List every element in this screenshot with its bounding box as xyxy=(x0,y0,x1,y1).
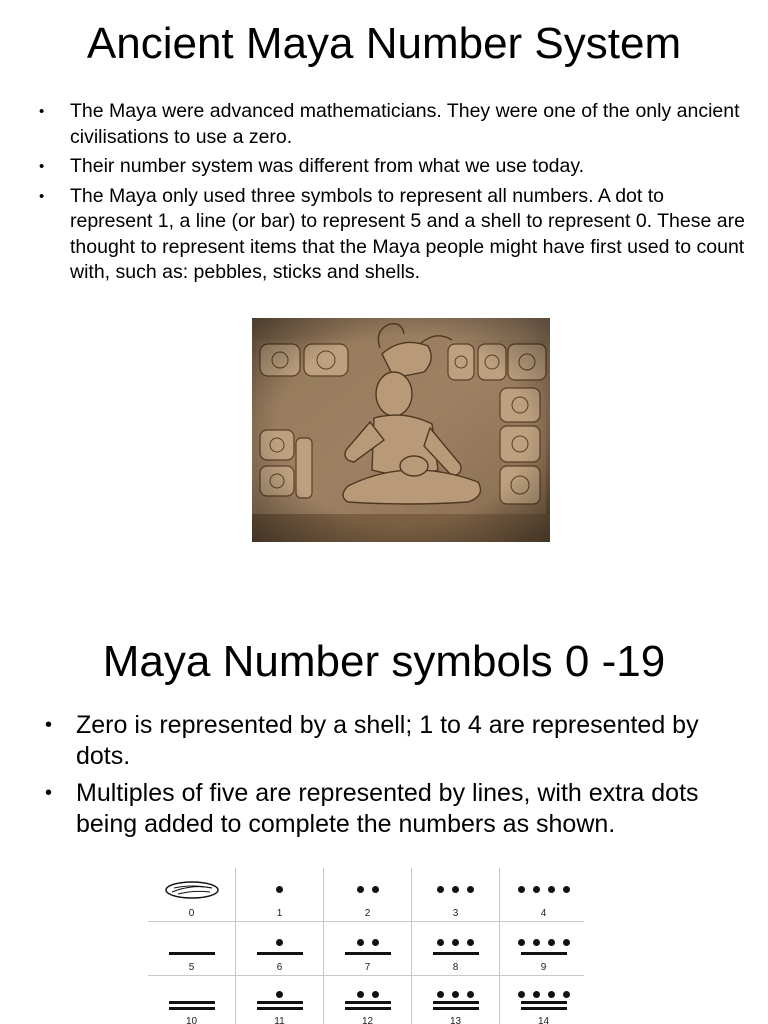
maya-relief-illustration xyxy=(252,318,550,542)
dot-symbol xyxy=(548,991,555,998)
intro-bullet-list xyxy=(39,99,750,290)
dot-symbol xyxy=(437,886,444,893)
numeral-cell xyxy=(412,922,500,976)
maya-numeral-glyph xyxy=(324,868,411,904)
numeral-value-label: 10 xyxy=(185,1016,198,1024)
numeral-value-label: 6 xyxy=(276,962,283,973)
bar-symbol xyxy=(345,1001,391,1004)
maya-numeral-table xyxy=(148,868,584,1024)
numeral-cell xyxy=(236,868,324,922)
dot-symbol xyxy=(372,991,379,998)
dot-symbol xyxy=(467,939,474,946)
maya-numeral-grid xyxy=(148,868,584,1024)
bullet-text: Zero is represented by a shell; 1 to 4 are represented by dots. xyxy=(76,711,699,770)
dot-group xyxy=(236,939,323,946)
bullet-item xyxy=(39,154,750,180)
dot-symbol xyxy=(276,886,283,893)
numeral-value-label: 0 xyxy=(188,908,195,919)
dot-symbol xyxy=(533,991,540,998)
maya-numeral-glyph xyxy=(148,868,235,904)
dot-group xyxy=(500,886,584,893)
bar-symbol xyxy=(521,952,567,955)
dot-symbol xyxy=(533,939,540,946)
numeral-row xyxy=(148,976,584,1024)
numeral-value-label: 4 xyxy=(540,908,547,919)
numeral-cell xyxy=(324,868,412,922)
dot-symbol xyxy=(276,939,283,946)
numeral-cell xyxy=(148,868,236,922)
maya-numeral-glyph xyxy=(412,976,499,1012)
numeral-value-label: 12 xyxy=(361,1016,374,1024)
numeral-cell xyxy=(500,922,585,976)
dot-symbol xyxy=(452,991,459,998)
symbols-bullet-list xyxy=(45,710,746,846)
dot-symbol xyxy=(452,886,459,893)
bar-symbol xyxy=(257,1001,303,1004)
bar-symbol xyxy=(257,952,303,955)
bullet-dot: • xyxy=(45,714,53,736)
dot-group xyxy=(236,991,323,998)
dot-symbol xyxy=(437,991,444,998)
dot-symbol xyxy=(357,939,364,946)
dot-group xyxy=(324,991,411,998)
bar-symbol xyxy=(433,1007,479,1010)
numeral-value-label: 11 xyxy=(274,1016,285,1024)
dot-symbol xyxy=(452,939,459,946)
dot-symbol xyxy=(357,991,364,998)
bullet-text: The Maya only used three symbols to represent all numbers. A dot to represent 1, a line (or bar) to represent 5 and a shell to represent 0. These are thought to represent items that the Maya people might have first used to count with, such as: pebbles, sticks and shells. xyxy=(70,184,745,283)
dot-symbol xyxy=(372,939,379,946)
dot-symbol xyxy=(563,991,570,998)
numeral-value-label: 3 xyxy=(452,908,459,919)
maya-numeral-glyph xyxy=(236,976,323,1012)
maya-numeral-glyph xyxy=(500,922,584,958)
dot-group xyxy=(500,939,584,946)
maya-numeral-glyph xyxy=(236,922,323,958)
bullet-text: Their number system was different from what we use today. xyxy=(70,155,585,177)
maya-numeral-glyph xyxy=(500,976,584,1012)
bullet-item xyxy=(39,99,750,150)
dot-symbol xyxy=(563,939,570,946)
numeral-cell xyxy=(500,868,585,922)
dot-group xyxy=(412,886,499,893)
maya-numeral-glyph xyxy=(236,868,323,904)
numeral-cell xyxy=(412,976,500,1024)
numeral-cell xyxy=(236,976,324,1024)
dot-symbol xyxy=(437,939,444,946)
bullet-dot: • xyxy=(45,782,53,804)
numeral-cell xyxy=(324,922,412,976)
numeral-value-label: 9 xyxy=(540,962,547,973)
dot-symbol xyxy=(372,886,379,893)
dot-group xyxy=(324,939,411,946)
dot-group xyxy=(324,886,411,893)
maya-numeral-glyph xyxy=(148,922,235,958)
bar-symbol xyxy=(169,952,215,955)
dot-symbol xyxy=(276,991,283,998)
bar-symbol xyxy=(521,1007,567,1010)
shell-icon xyxy=(164,880,220,900)
slide-title-maya-number-system: Ancient Maya Number System xyxy=(86,19,682,68)
numeral-value-label: 5 xyxy=(188,962,195,973)
numeral-value-label: 13 xyxy=(449,1016,462,1024)
dot-group xyxy=(412,991,499,998)
dot-symbol xyxy=(467,991,474,998)
dot-symbol xyxy=(518,991,525,998)
bar-symbol xyxy=(345,952,391,955)
dot-group xyxy=(412,939,499,946)
bullet-item xyxy=(45,710,746,772)
bar-symbol xyxy=(169,1007,215,1010)
maya-numeral-glyph xyxy=(412,868,499,904)
maya-stone-relief-image xyxy=(252,318,550,542)
numeral-cell xyxy=(148,922,236,976)
numeral-cell xyxy=(412,868,500,922)
numeral-value-label: 8 xyxy=(452,962,459,973)
slide-title-maya-number-symbols: Maya Number symbols 0 -19 xyxy=(102,637,666,686)
bar-symbol xyxy=(521,1001,567,1004)
bullet-dot: • xyxy=(39,103,45,120)
bar-symbol xyxy=(345,1007,391,1010)
bar-symbol xyxy=(433,1001,479,1004)
dot-symbol xyxy=(467,886,474,893)
numeral-value-label: 2 xyxy=(364,908,371,919)
bullet-dot: • xyxy=(39,158,45,175)
dot-symbol xyxy=(518,939,525,946)
maya-numeral-glyph xyxy=(148,976,235,1012)
dot-symbol xyxy=(548,939,555,946)
bullet-text: Multiples of five are represented by lines, with extra dots being added to complete the numbers as shown. xyxy=(76,779,699,838)
dot-group xyxy=(500,991,584,998)
numeral-value-label: 7 xyxy=(364,962,371,973)
bullet-item xyxy=(39,184,750,286)
maya-numeral-glyph xyxy=(324,976,411,1012)
maya-numeral-glyph xyxy=(324,922,411,958)
numeral-cell xyxy=(236,922,324,976)
dot-symbol xyxy=(533,886,540,893)
dot-symbol xyxy=(548,886,555,893)
dot-symbol xyxy=(518,886,525,893)
bullet-dot: • xyxy=(39,187,45,205)
dot-symbol xyxy=(357,886,364,893)
bullet-text: The Maya were advanced mathematicians. They were one of the only ancient civilisations to use a zero. xyxy=(70,100,740,148)
numeral-value-label: 14 xyxy=(537,1016,550,1024)
bar-symbol xyxy=(433,952,479,955)
numeral-cell xyxy=(148,976,236,1024)
numeral-cell xyxy=(324,976,412,1024)
numeral-cell xyxy=(500,976,585,1024)
maya-numeral-glyph xyxy=(500,868,584,904)
maya-numeral-glyph xyxy=(412,922,499,958)
bar-symbol xyxy=(257,1007,303,1010)
numeral-value-label: 1 xyxy=(276,908,283,919)
numeral-row xyxy=(148,868,584,922)
dot-symbol xyxy=(563,886,570,893)
dot-group xyxy=(236,886,323,893)
bar-symbol xyxy=(169,1001,215,1004)
bullet-item xyxy=(45,778,746,840)
numeral-row xyxy=(148,922,584,976)
